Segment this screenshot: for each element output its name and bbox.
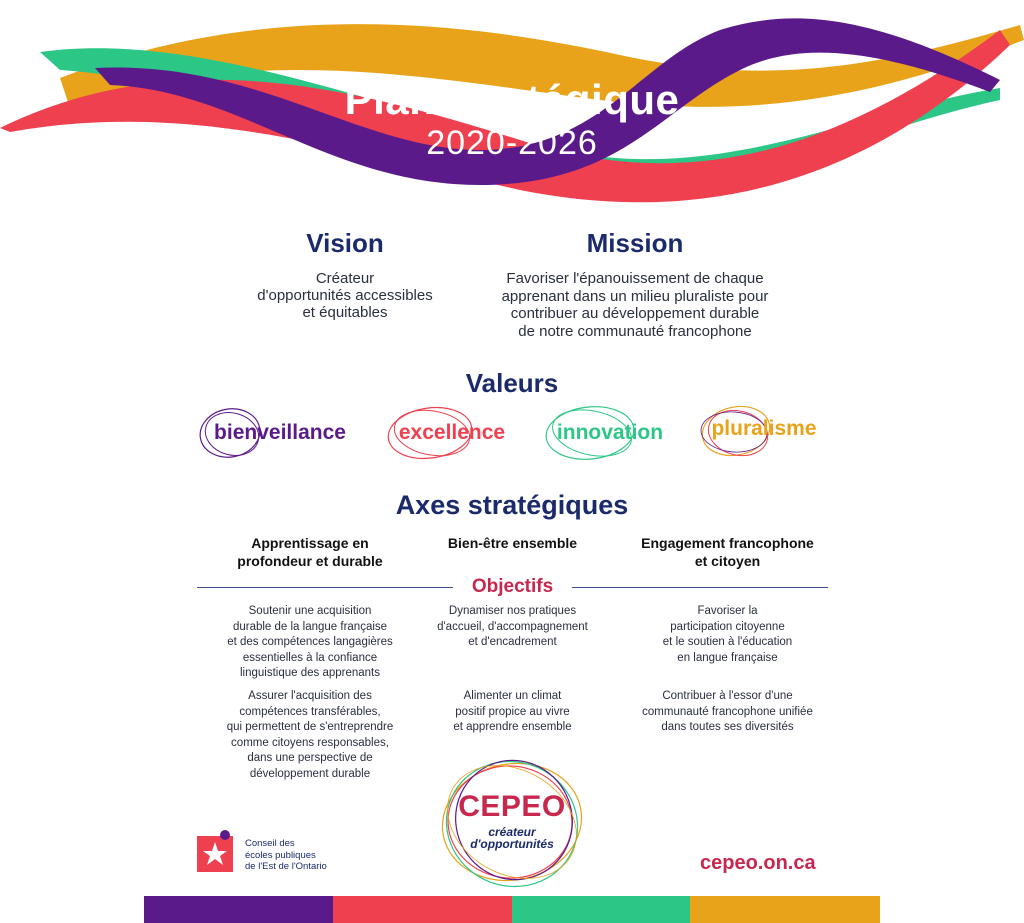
website-link[interactable]: cepeo.on.ca xyxy=(700,852,816,874)
mission-line: contribuer au développement durable xyxy=(510,305,760,322)
council-line: écoles publiques xyxy=(245,849,316,861)
council-line: de l'Est de l'Ontario xyxy=(245,861,327,872)
objectif-block xyxy=(400,604,625,651)
vision-heading: Vision xyxy=(306,228,384,258)
mission-line: Favoriser l'épanouissement de chaque xyxy=(506,270,764,287)
value-label: bienveillance xyxy=(214,421,346,444)
value-label: excellence xyxy=(398,421,506,444)
value-innovation xyxy=(540,403,680,463)
vision-line: et équitables xyxy=(302,304,388,321)
objectif-line: durable de la langue française xyxy=(232,620,388,633)
vision-text xyxy=(230,270,460,321)
axes-heading: Axes stratégiques xyxy=(395,490,629,520)
objectif-line: dans toutes ses diversités xyxy=(661,721,794,733)
council-logo-icon xyxy=(195,828,237,874)
objectif-line: Dynamiser nos pratiques xyxy=(448,605,577,617)
bottom-bar-purple xyxy=(144,896,333,923)
cepeo-tagline-line: créateur xyxy=(488,825,536,839)
page-title: Plan stratégique xyxy=(344,76,680,123)
objectif-line: et des compétences langagières xyxy=(227,636,393,648)
value-label: innovation xyxy=(556,421,664,444)
valeurs-heading: Valeurs xyxy=(465,368,559,398)
value-excellence xyxy=(382,403,522,463)
objectif-block xyxy=(610,689,845,736)
axe-line: Engagement francophone xyxy=(641,535,814,551)
objectif-line: comme citoyens responsables, xyxy=(231,736,389,749)
objectif-line: positif propice au vivre xyxy=(455,705,570,718)
axe-apprentissage xyxy=(195,534,425,570)
objectif-line: linguistique des apprenants xyxy=(239,667,381,679)
mission-heading: Mission xyxy=(586,228,684,258)
mission-line: apprenant dans un milieu pluraliste pour xyxy=(501,287,769,305)
bottom-bar-red xyxy=(333,896,512,923)
objectif-line: Favoriser la xyxy=(697,605,758,617)
objectif-line: compétences transférables, xyxy=(239,705,381,718)
axe-line: profondeur et durable xyxy=(237,553,383,569)
council-name xyxy=(245,838,327,873)
objectif-block xyxy=(610,604,845,666)
objectif-block xyxy=(185,689,435,782)
page-years: 2020-2026 xyxy=(426,124,598,162)
objectif-line: et d'encadrement xyxy=(468,636,557,648)
council-line: Conseil des xyxy=(245,838,295,849)
cepeo-logo-tagline xyxy=(432,826,592,850)
axe-bien-etre xyxy=(410,534,615,552)
objectif-block xyxy=(400,689,625,736)
axe-engagement xyxy=(610,534,845,570)
value-pluralisme xyxy=(696,403,832,463)
objectif-line: d'accueil, d'accompagnement xyxy=(437,620,588,633)
objectif-line: essentielles à la confiance xyxy=(242,651,378,664)
objectif-line: en langue française xyxy=(677,651,778,664)
vision-line: Créateur xyxy=(315,270,375,287)
objectif-block xyxy=(185,604,435,682)
objectif-line: Contribuer à l'essor d'une xyxy=(662,690,793,702)
objectif-line: Alimenter un climat xyxy=(463,690,562,702)
vision-line: d'opportunités accessibles xyxy=(257,287,433,304)
objectifs-heading: Objectifs xyxy=(471,576,554,597)
value-label: pluralisme xyxy=(711,417,817,440)
objectifs-divider-right xyxy=(572,587,828,588)
mission-text xyxy=(470,270,800,340)
objectif-line: développement durable xyxy=(249,767,371,780)
mission-line: de notre communauté francophone xyxy=(518,322,752,340)
value-bienveillance xyxy=(196,403,364,463)
objectif-line: et le soutien à l'éducation xyxy=(662,636,793,648)
bottom-bar-orange xyxy=(690,896,880,923)
objectifs-divider-left xyxy=(197,587,453,588)
objectif-line: dans une perspective de xyxy=(247,752,373,764)
objectif-line: communauté francophone unifiée xyxy=(642,705,813,718)
cepeo-logo-name: CEPEO xyxy=(458,790,566,823)
objectif-line: et apprendre ensemble xyxy=(453,721,572,733)
objectif-line: qui permettent de s'entreprendre xyxy=(226,721,394,733)
cepeo-tagline-line: d'opportunités xyxy=(470,837,554,851)
objectif-line: participation citoyenne xyxy=(670,620,785,633)
axe-line: et citoyen xyxy=(694,553,761,569)
objectif-line: Assurer l'acquisition des xyxy=(248,690,372,702)
bottom-bar-green xyxy=(512,896,690,923)
objectif-line: Soutenir une acquisition xyxy=(248,605,372,617)
axe-line: Bien-être ensemble xyxy=(447,535,578,551)
axe-line: Apprentissage en xyxy=(251,535,369,551)
